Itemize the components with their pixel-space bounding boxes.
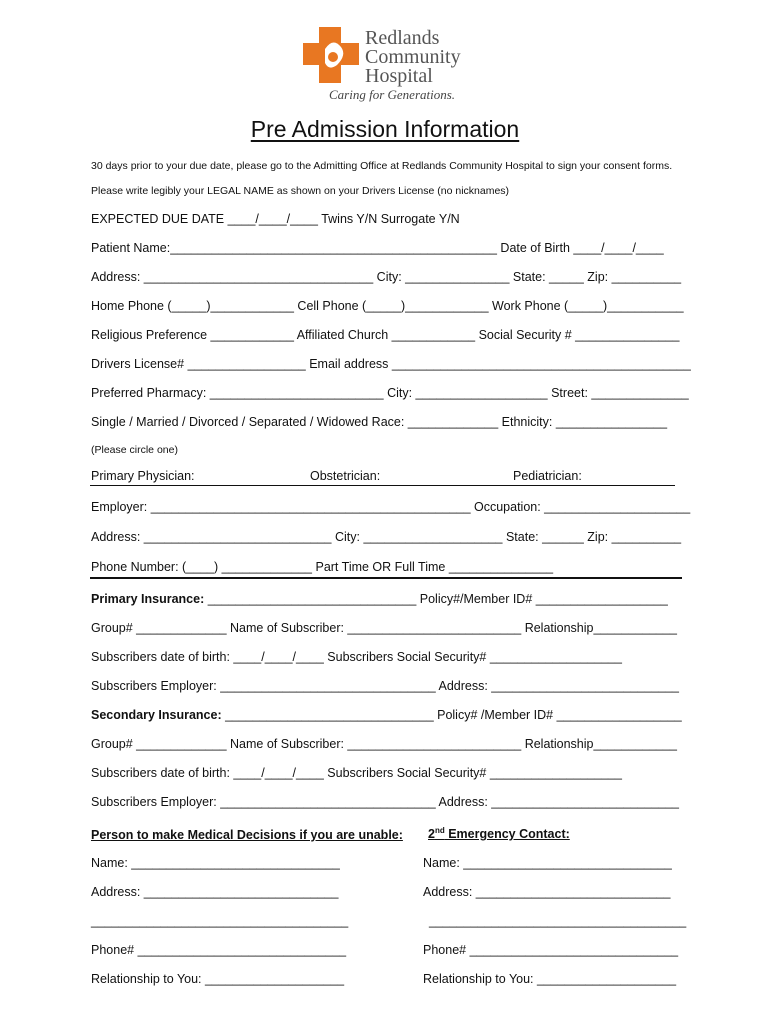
intro-line-1: 30 days prior to your due date, please go to the Admitting Office at Redlands Community Hospital to sign your consent forms. (91, 160, 673, 172)
decision-maker-name-field[interactable]: Name: ______________________________ (91, 856, 340, 870)
hospital-logo (303, 27, 473, 105)
primary-insurance-label: Primary Insurance: (91, 592, 205, 606)
intro-line-2: Please write legibly your LEGAL NAME as shown on your Drivers License (no nicknames) (91, 185, 510, 197)
logo-wordmark (365, 29, 461, 86)
medical-decisions-heading: Person to make Medical Decisions if you are unable: (91, 828, 403, 842)
employer-address-field[interactable]: Address: ___________________________ City: ____________________ State: ______ Zip: __________ (91, 530, 682, 544)
religion-fields[interactable]: Religious Preference ____________ Affiliated Church ____________ Social Security # _______________ (91, 328, 680, 342)
emergency-contact-number: 2 (428, 827, 435, 842)
form-title-text: Pre Admission Information (250, 116, 520, 142)
decision-maker-address-line-2[interactable]: _____________________________________ (91, 914, 349, 928)
primary-insurance-rest: ______________________________ Policy#/Member ID# ___________________ (204, 592, 668, 606)
marital-race-fields[interactable]: Single / Married / Divorced / Separated / Widowed Race: _____________ Ethnicity: ________________ (91, 415, 668, 429)
logo-line-1: Redlands (365, 27, 440, 49)
hospital-cross-icon (303, 27, 361, 83)
obstetrician-label[interactable]: Obstetrician: (310, 469, 381, 483)
logo-line-3: Hospital (365, 65, 433, 87)
secondary-insurance-label: Secondary Insurance: (91, 708, 222, 722)
employer-field[interactable]: Employer: ______________________________________________ Occupation: _____________________ (91, 500, 691, 514)
circle-note: (Please circle one) (91, 444, 178, 456)
emergency-phone-field[interactable]: Phone# ______________________________ (423, 943, 679, 957)
subscriber-dob-field-1[interactable]: Subscribers date of birth: ____/____/____ Subscribers Social Security# ___________________ (91, 650, 622, 664)
emergency-address-line-2[interactable]: _____________________________________ (429, 914, 687, 928)
section-divider (90, 577, 682, 579)
emergency-address-field[interactable]: Address: ____________________________ (423, 885, 671, 899)
emergency-name-field[interactable]: Name: ______________________________ (423, 856, 672, 870)
form-title (0, 116, 770, 143)
secondary-insurance-rest: ______________________________ Policy# /Member ID# __________________ (221, 708, 682, 722)
logo-tagline: Caring for Generations. (329, 87, 456, 102)
subscriber-employer-field-2[interactable]: Subscribers Employer: _______________________________ Address: ___________________________ (91, 795, 680, 809)
secondary-insurance-field[interactable] (91, 708, 682, 722)
physician-underline (90, 485, 675, 486)
emergency-contact-suffix: nd (434, 826, 445, 835)
group-subscriber-field-1[interactable]: Group# _____________ Name of Subscriber: _________________________ Relationship____________ (91, 621, 677, 635)
license-email-fields[interactable]: Drivers License# _________________ Email address ___________________________________________ (91, 357, 691, 371)
emergency-contact-heading (428, 826, 570, 841)
primary-insurance-field[interactable] (91, 592, 668, 606)
decision-maker-relationship-field[interactable]: Relationship to You: ____________________ (91, 972, 345, 986)
pediatrician-label[interactable]: Pediatrician: (513, 469, 582, 483)
primary-physician-label[interactable]: Primary Physician: (91, 469, 195, 483)
subscriber-dob-field-2[interactable]: Subscribers date of birth: ____/____/____ Subscribers Social Security# ___________________ (91, 766, 622, 780)
emergency-contact-text: Emergency Contact: (444, 827, 570, 842)
decision-maker-address-field[interactable]: Address: ____________________________ (91, 885, 339, 899)
emergency-relationship-field[interactable]: Relationship to You: ____________________ (423, 972, 677, 986)
patient-name-field[interactable]: Patient Name:_______________________________________________ Date of Birth ____/____/____ (91, 241, 664, 255)
pharmacy-fields[interactable]: Preferred Pharmacy: _________________________ City: ___________________ Street: ______________ (91, 386, 689, 400)
phone-number-field[interactable]: Phone Number: (____) _____________ Part Time OR Full Time _______________ (91, 560, 554, 574)
subscriber-employer-field-1[interactable]: Subscribers Employer: _______________________________ Address: ___________________________ (91, 679, 680, 693)
due-date-field[interactable]: EXPECTED DUE DATE ____/____/____ Twins Y/N Surrogate Y/N (91, 212, 460, 226)
group-subscriber-field-2[interactable]: Group# _____________ Name of Subscriber: _________________________ Relationship____________ (91, 737, 677, 751)
decision-maker-phone-field[interactable]: Phone# ______________________________ (91, 943, 347, 957)
address-field[interactable]: Address: _________________________________ City: _______________ State: _____ Zip: __________ (91, 270, 682, 284)
logo-line-2: Community (365, 46, 461, 68)
phone-fields[interactable]: Home Phone (_____)____________ Cell Phone (_____)____________ Work Phone (_____)___________ (91, 299, 684, 313)
